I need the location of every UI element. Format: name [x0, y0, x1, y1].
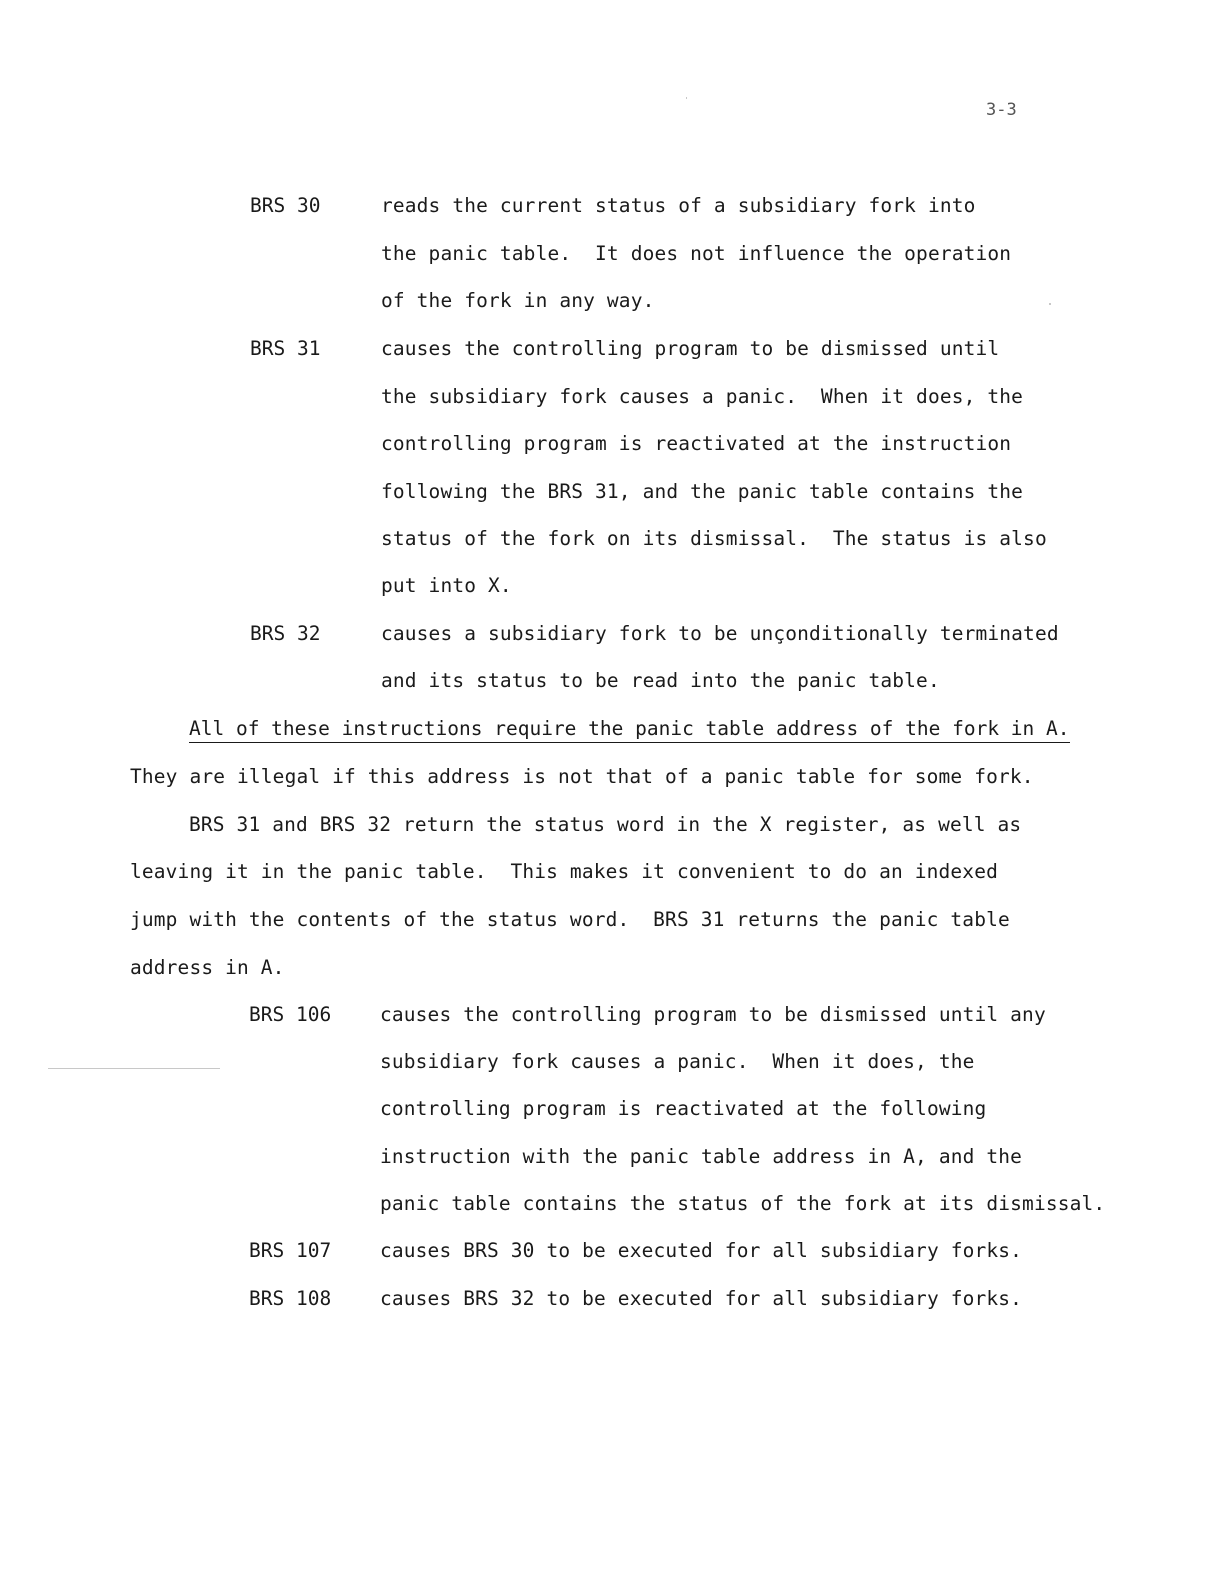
entry-text-line: following the BRS 31, and the panic table contains the	[381, 480, 1024, 503]
entry-code: BRS 107	[249, 1239, 332, 1262]
entry-text-line: put into X.	[381, 574, 512, 597]
paragraph-line: jump with the contents of the status word. BRS 31 returns the panic table	[130, 908, 1010, 931]
paragraph-line: BRS 31 and BRS 32 return the status word in the X register, as well as	[189, 813, 1022, 836]
entry-text-line: causes BRS 30 to be executed for all subsidiary forks.	[380, 1239, 1023, 1262]
page-number: 3-3	[986, 100, 1017, 120]
entry-text-line: causes the controlling program to be dismissed until any	[380, 1003, 1046, 1026]
paragraph-line: They are illegal if this address is not that of a panic table for some fork.	[130, 765, 1034, 788]
underlined-sentence: All of these instructions require the panic table address of the fork in A.	[189, 717, 1070, 743]
entry-text-line: reads the current status of a subsidiary fork into	[381, 194, 976, 217]
entry-code: BRS 32	[250, 622, 321, 645]
entry-text-line: subsidiary fork causes a panic. When it does, the	[380, 1050, 975, 1073]
entry-text-line: causes a subsidiary fork to be unçonditionally terminated	[381, 622, 1059, 645]
entry-text-line: panic table contains the status of the fork at its dismissal.	[380, 1192, 1106, 1215]
paragraph-line: address in A.	[130, 956, 285, 979]
paragraph-line: leaving it in the panic table. This makes it convenient to do an indexed	[130, 860, 998, 883]
entry-text-line: causes the controlling program to be dismissed until	[381, 337, 1000, 360]
entry-text-line: instruction with the panic table address in A, and the	[380, 1145, 1023, 1168]
scan-artifact	[686, 97, 687, 99]
scan-artifact	[48, 1068, 220, 1069]
entry-text-line: controlling program is reactivated at the following	[380, 1097, 987, 1120]
entry-text-line: the subsidiary fork causes a panic. When it does, the	[381, 385, 1024, 408]
scan-artifact	[1049, 303, 1051, 305]
entry-text-line: and its status to be read into the panic table.	[381, 669, 940, 692]
entry-text-line: status of the fork on its dismissal. The status is also	[381, 527, 1047, 550]
entry-text-line: controlling program is reactivated at the instruction	[381, 432, 1012, 455]
entry-text-line: causes BRS 32 to be executed for all subsidiary forks.	[380, 1287, 1023, 1310]
entry-code: BRS 108	[249, 1287, 332, 1310]
entry-text-line: of the fork in any way.	[381, 289, 655, 312]
entry-text-line: the panic table. It does not influence the operation	[381, 242, 1012, 265]
entry-code: BRS 30	[250, 194, 321, 217]
entry-code: BRS 31	[250, 337, 321, 360]
entry-code: BRS 106	[249, 1003, 332, 1026]
